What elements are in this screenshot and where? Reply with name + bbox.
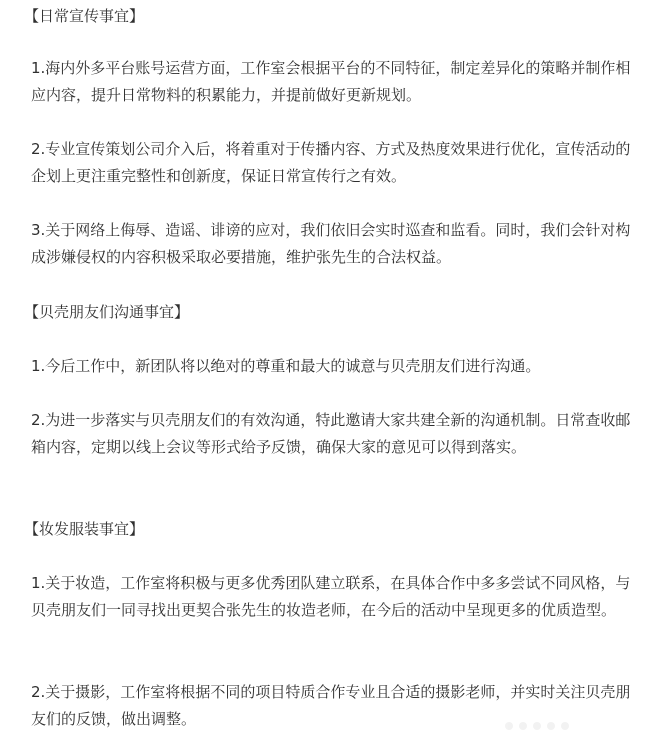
- paragraph-fans-1: 1.今后工作中，新团队将以绝对的尊重和最大的诚意与贝壳朋友们进行沟通。: [31, 357, 541, 375]
- paragraph-daily-1: 1.海内外多平台账号运营方面，工作室会根据平台的不同特征，制定差异化的策略并制作相应内容，提升日常物料的积累能力，并提前做好更新规划。: [31, 59, 631, 104]
- section-heading-fan-communication: 【贝壳朋友们沟通事宜】: [24, 303, 190, 321]
- paragraph-daily-2: 2.专业宣传策划公司介入后，将着重对于传播内容、方式及热度效果进行优化，宣传活动的企划上更注重完整性和创新度，保证日常宣传行之有效。: [31, 140, 631, 185]
- paragraph-styling-1: 1.关于妆造，工作室将积极与更多优秀团队建立联系，在具体合作中多多尝试不同风格，与贝壳朋友们一同寻找出更契合张先生的妆造老师，在今后的活动中呈现更多的优质造型。: [31, 574, 631, 619]
- section-heading-styling: 【妆发服装事宜】: [24, 520, 145, 538]
- watermark-decoration: [502, 713, 642, 739]
- paragraph-styling-2: 2.关于摄影，工作室将根据不同的项目特质合作专业且合适的摄影老师，并实时关注贝壳朋友们的反馈，做出调整。: [31, 683, 631, 728]
- paragraph-fans-2: 2.为进一步落实与贝壳朋友们的有效沟通，特此邀请大家共建全新的沟通机制。日常查收邮箱内容，定期以线上会议等形式给予反馈，确保大家的意见可以得到落实。: [31, 411, 631, 456]
- paragraph-daily-3: 3.关于网络上侮辱、造谣、诽谤的应对，我们依旧会实时巡查和监看。同时，我们会针对构成涉嫌侵权的内容积极采取必要措施，维护张先生的合法权益。: [31, 221, 631, 266]
- section-heading-daily-publicity: 【日常宣传事宜】: [24, 7, 145, 25]
